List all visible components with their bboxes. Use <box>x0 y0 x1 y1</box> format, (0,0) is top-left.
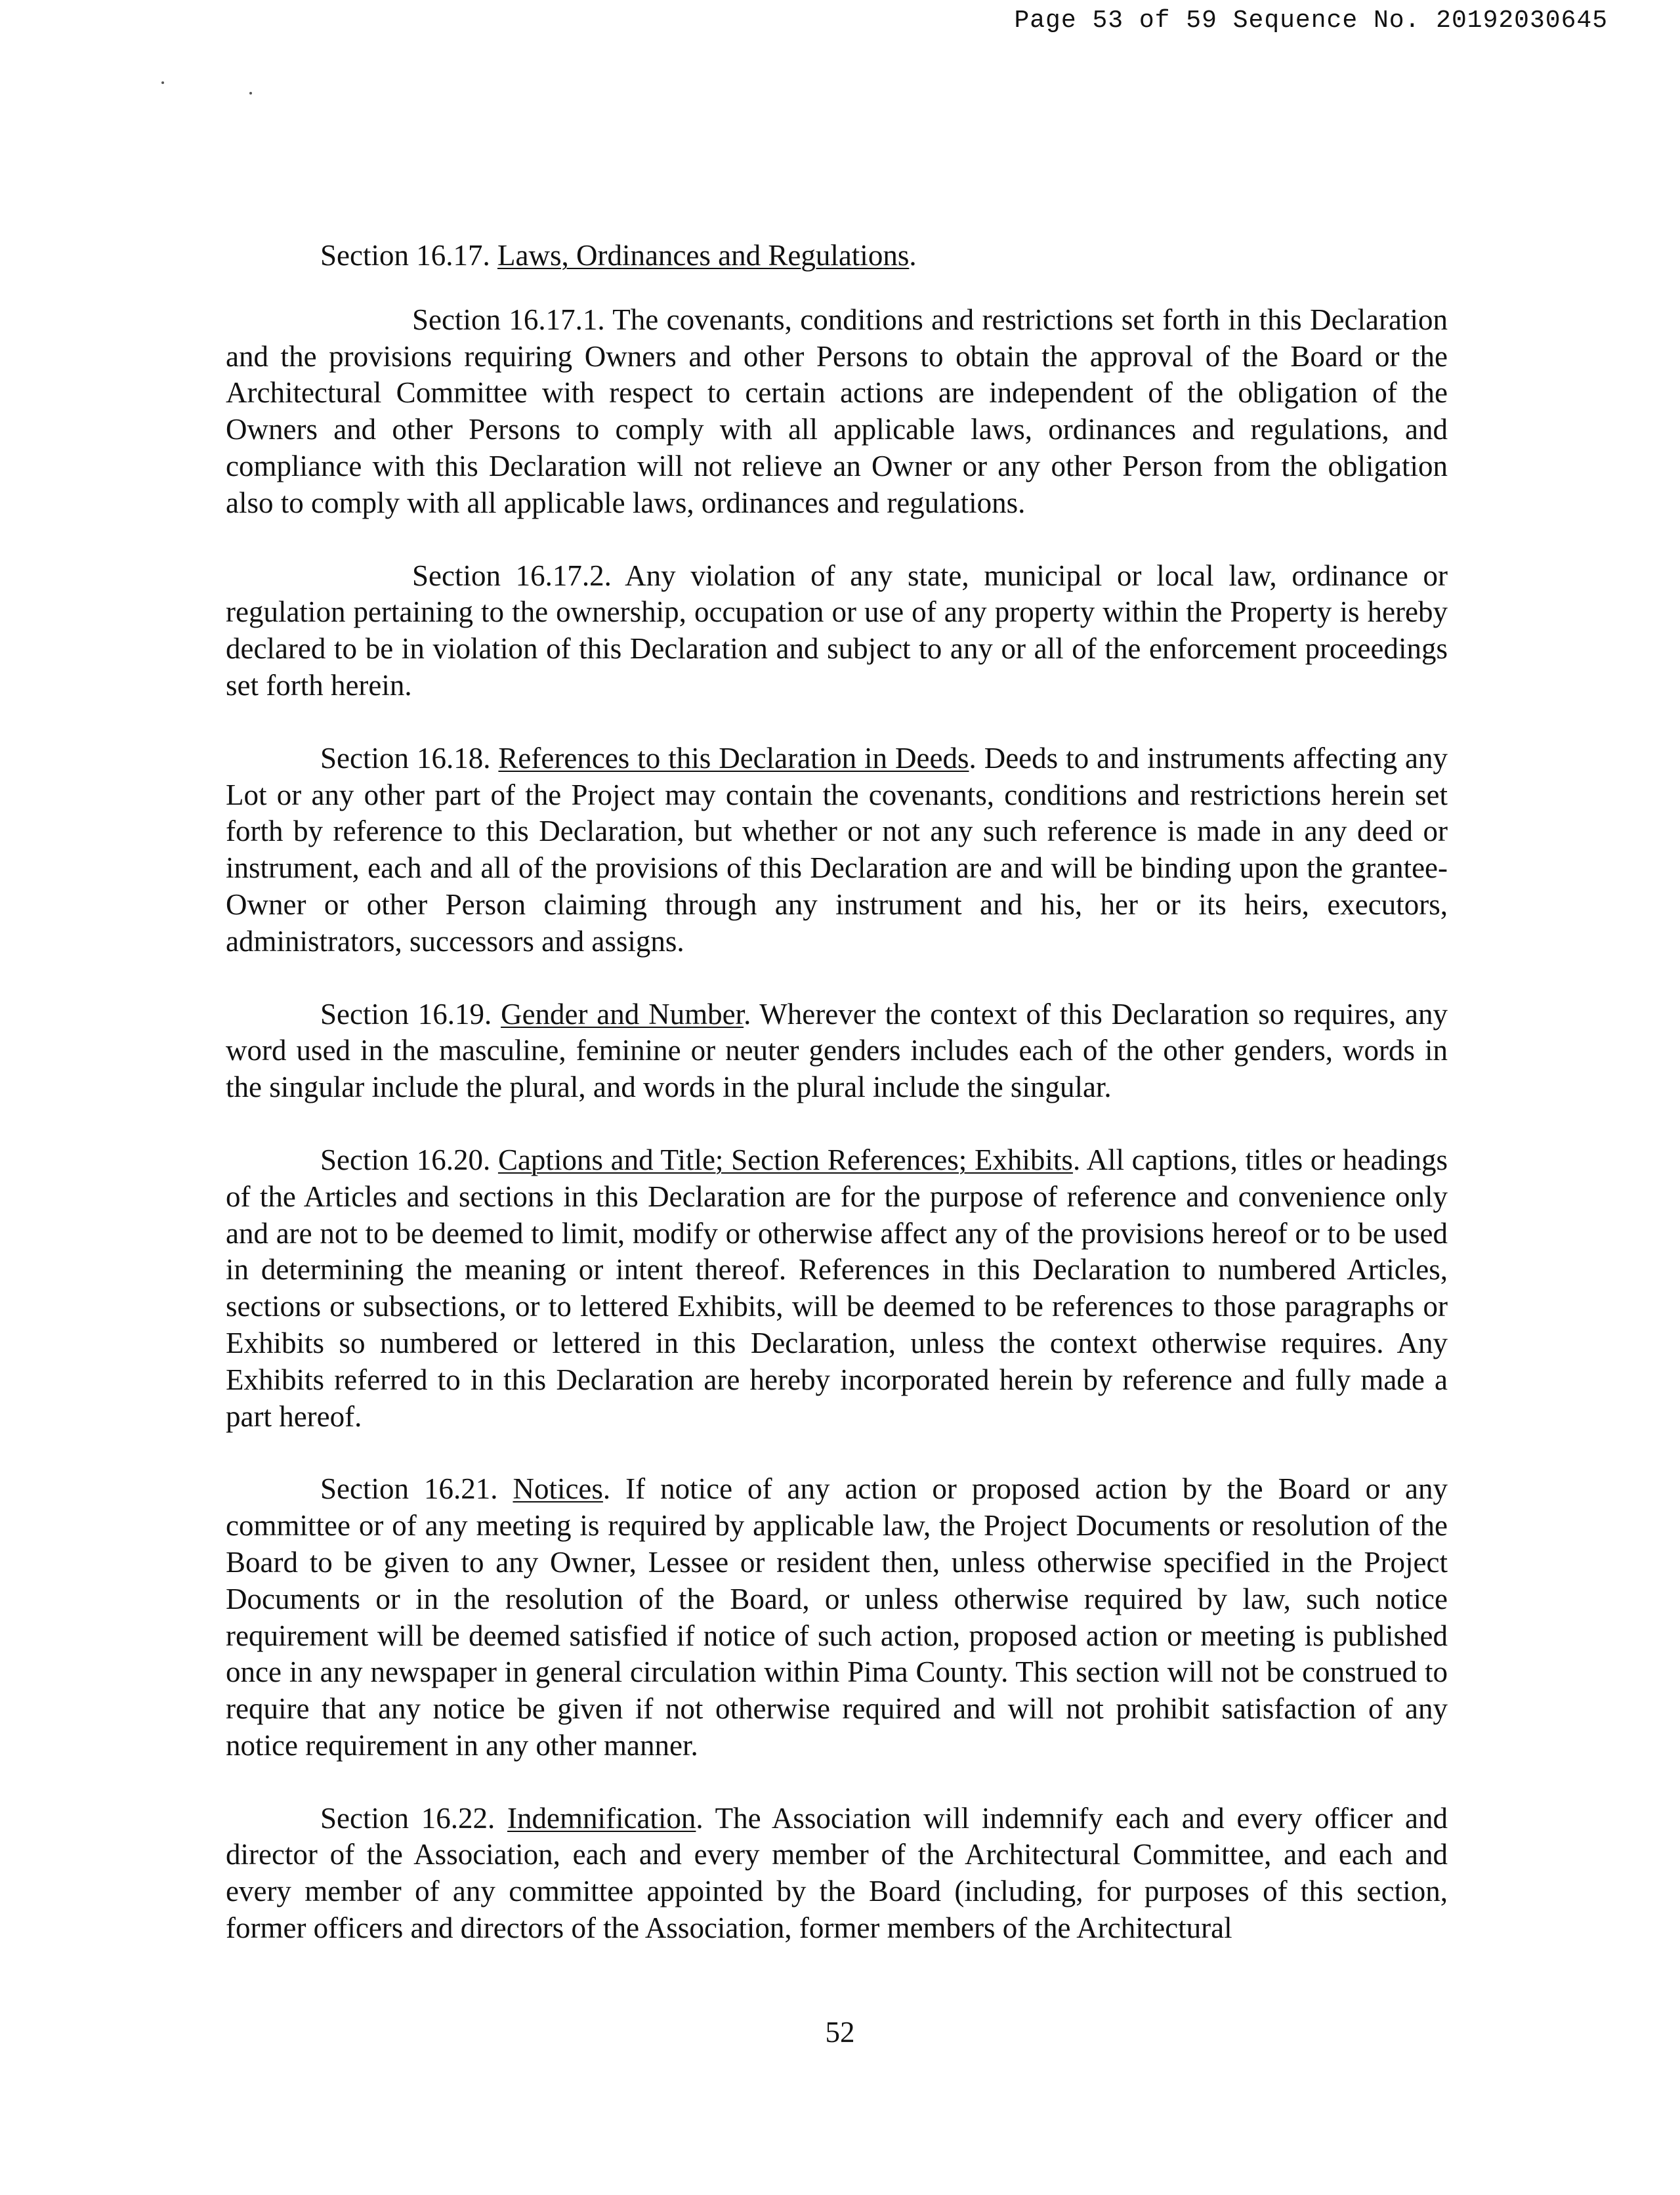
section-number: Section 16.21. <box>320 1472 498 1506</box>
section-title: Notices <box>513 1472 603 1506</box>
section-16-19: Section 16.19. Gender and Number. Wherever the context of this Declaration so requires, any word used in the masculine, feminine or neuter genders includes each of the other genders, words in the singular include the plural, and words in the plural include the singular. <box>226 997 1448 1104</box>
sequence-header: Page 53 of 59 Sequence No. 20192030645 <box>1014 7 1608 35</box>
section-body: The Association will indemnify each and every officer and director of the Association, each and every member of the Architectural Committee, and each and every member of any committee appointed by the Board (including, for purposes of this section, former officers and directors of the Association, former members of the Architectural <box>226 1801 1448 1945</box>
section-title: Gender and Number <box>501 997 744 1031</box>
scan-speck <box>249 92 252 95</box>
section-16-17-2 <box>226 558 1448 704</box>
section-number: Section 16.22. <box>320 1801 495 1835</box>
section-number: Section 16.20. <box>320 1143 491 1176</box>
section-body: The covenants, conditions and restrictions set forth in this Declaration and the provisions requiring Owners and other Persons to obtain the approval of the Board or the Architectural Committee with respect to certain actions are independent of the obligation of the Owners and other Persons to comply with all applicable laws, ordinances and regulations, and compliance with this Declaration will not relieve an Owner or any other Person from the obligation also to comply with all applicable laws, ordinances and regulations. <box>226 303 1448 519</box>
section-title: Laws, Ordinances and Regulations <box>497 239 910 272</box>
section-body: Wherever the context of this Declaration so requires, any word used in the masculine, feminine or neuter genders includes each of the other genders, words in the singular include the plural, and words in the plural include the singular. <box>226 997 1448 1104</box>
section-16-18: Section 16.18. References to this Declaration in Deeds. Deeds to and instruments affecting any Lot or any other part of the Project may contain the covenants, conditions and restrictions herein set forth by reference to this Declaration, but whether or not any such reference is made in any deed or instrument, each and all of the provisions of this Declaration are and will be binding upon the grantee-Owner or other Person claiming through any instrument and his, her or its heirs, executors, administrators, successors and assigns. <box>226 741 1448 958</box>
scan-speck <box>161 81 164 84</box>
page-number: 52 <box>825 2016 855 2049</box>
section-title: Indemnification <box>507 1801 696 1835</box>
section-body: Any violation of any state, municipal or local law, ordinance or regulation pertaining to the ownership, occupation or use of any property within the Property is hereby declared to be in violation of this Declaration and subject to any or all of the enforcement proceedings set forth herein. <box>226 559 1448 702</box>
section-16-17: Section 16.17. Laws, Ordinances and Regulations. <box>320 239 917 272</box>
section-number: Section 16.17. <box>320 239 490 272</box>
section-16-17-1 <box>226 302 1448 522</box>
section-16-21: Section 16.21. Notices. If notice of any action or proposed action by the Board or any committee or of any meeting is required by applicable law, the Project Documents or resolution of the Board to be given to any Owner, Lessee or resident then, unless otherwise specified in the Project Documents or in the resolution of the Board, or unless otherwise required by law, such notice requirement will be deemed satisfied if notice of such action, proposed action or meeting is published once in any newspaper in general circulation within Pima County. This section will not be construed to require that any notice be given if not otherwise required and will not prohibit satisfaction of any notice requirement in any other manner. <box>226 1472 1448 1762</box>
section-title: References to this Declaration in Deeds <box>498 741 969 775</box>
section-16-22: Section 16.22. Indemnification. The Association will indemnify each and every officer and director of the Association, each and every member of the Architectural Committee, and each and every member of any committee appointed by the Board (including, for purposes of this section, former officers and directors of the Association, former members of the Architectural <box>226 1801 1448 1945</box>
section-number: Section 16.17.1. <box>412 303 605 336</box>
document-body <box>226 238 1448 1983</box>
section-body: Deeds to and instruments affecting any Lot or any other part of the Project may contain the covenants, conditions and restrictions herein set forth by reference to this Declaration, but whether or not any such reference is made in any deed or instrument, each and all of the provisions of this Declaration are and will be binding upon the grantee-Owner or other Person claiming through any instrument and his, her or its heirs, executors, administrators, successors and assigns. <box>226 741 1448 958</box>
section-number: Section 16.18. <box>320 741 491 775</box>
section-16-20: Section 16.20. Captions and Title; Section References; Exhibits. All captions, titles or headings of the Articles and sections in this Declaration are for the purpose of reference and convenience only and are not to be deemed to limit, modify or otherwise affect any of the provisions hereof or to be used in determining the meaning or intent thereof. References in this Declaration to numbered Articles, sections or subsections, or to lettered Exhibits, will be deemed to be references to those paragraphs or Exhibits so numbered or lettered in this Declaration, unless the context otherwise requires. Any Exhibits referred to in this Declaration are hereby incorporated herein by reference and fully made a part hereof. <box>226 1143 1448 1433</box>
section-body: If notice of any action or proposed action by the Board or any committee or of any meeting is required by applicable law, the Project Documents or resolution of the Board to be given to any Owner, Lessee or resident then, unless otherwise specified in the Project Documents or in the resolution of the Board, or unless otherwise required by law, such notice requirement will be deemed satisfied if notice of such action, proposed action or meeting is published once in any newspaper in general circulation within Pima County. This section will not be construed to require that any notice be given if not otherwise required and will not prohibit satisfaction of any notice requirement in any other manner. <box>226 1472 1448 1762</box>
section-body: All captions, titles or headings of the Articles and sections in this Declaration are for the purpose of reference and convenience only and are not to be deemed to limit, modify or otherwise affect any of the provisions hereof or to be used in determining the meaning or intent thereof. References in this Declaration to numbered Articles, sections or subsections, or to lettered Exhibits, will be deemed to be references to those paragraphs or Exhibits so numbered or lettered in this Declaration, unless the context otherwise requires. Any Exhibits referred to in this Declaration are hereby incorporated herein by reference and fully made a part hereof. <box>226 1143 1448 1433</box>
section-number: Section 16.17.2. <box>412 559 612 592</box>
section-title: Captions and Title; Section References; Exhibits <box>497 1143 1073 1176</box>
section-number: Section 16.19. <box>320 997 492 1031</box>
